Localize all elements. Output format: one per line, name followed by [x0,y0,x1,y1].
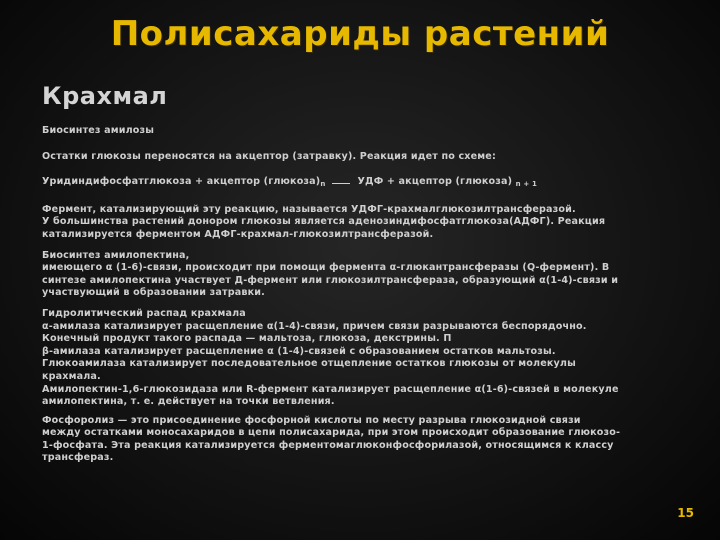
section-heading-amylose: Биосинтез амилозы [42,125,155,136]
paragraph-line: Фермент, катализирующий эту реакцию, называется УДФГ-крахмалглюкозилтрансферазой. [42,203,576,215]
paragraph-line: крахмала. [42,370,101,382]
reaction-arrow [332,183,350,184]
paragraph-line: синтезе амилопектина участвует Д-фермент или глюкозилтрансфераза, образующий α(1-4)-связи и [42,274,619,286]
scheme-intro: Остатки глюкозы переносятся на акцептор (затравку). Реакция идет по схеме: [42,150,496,162]
slide-title: Полисахариды растений [110,14,610,54]
paragraph-enzyme [42,204,682,242]
paragraph-line: Гидролитический распад крахмала [42,307,246,319]
paragraph-phosphorolysis [42,415,682,465]
paragraph-line: β-амилаза катализирует расщепление α (1-4)-связей с образованием остатков мальтозы. [42,345,556,357]
paragraph-line: Конечный продукт такого распада — мальтоза, глюкоза, декстрины. П [42,333,452,345]
paragraph-hydrolysis [42,308,682,409]
paragraph-line: У большинства растений донором глюкозы является аденозиндифосфатглюкоза(АДФГ). Реакция [42,216,606,228]
scheme-right: УДФ + акцептор (глюкоза) [357,176,513,188]
paragraph-line: участвующий в образовании затравки. [42,287,265,299]
paragraph-line: α-амилаза катализирует расщепление α(1-4)-связи, причем связи разрываются беспорядочно. [42,320,587,332]
scheme-left-subscript: n [320,180,326,189]
slide-body [42,125,682,465]
page-number: 15 [677,506,694,520]
paragraph-line: катализируется ферментом АДФГ-крахмал-глюкозилтрансферазой. [42,228,434,240]
paragraph-line: Глюкоамилаза катализирует последовательное отщепление остатков глюкозы от молекулы [42,358,576,370]
scheme-left: Уридиндифосфатглюкоза + акцептор (глюкоза) [42,176,321,188]
paragraph-line: между остатками моносахаридов в цепи полисахарида, при этом происходит образование глюкозо- [42,427,621,439]
slide-subtitle: Крахмал [42,82,168,110]
paragraph-line: амилопектина, т. е. действует на точки ветвления. [42,396,335,408]
paragraph-line: 1-фосфата. Эта реакция катализируется ферментомаглюконфосфорилазой, относящимся к классу [42,439,614,451]
paragraph-line: Фосфоролиз — это присоединение фосфорной кислоты по месту разрыва глюкозидной связи [42,414,581,426]
paragraph-line: трансфераз. [42,452,114,464]
paragraph-line: Амилопектин-1,6-глюкозидаза или R-фермент катализирует расщепление α(1-6)-связей в молекуле [42,383,619,395]
paragraph-line: Биосинтез амилопектина, [42,249,190,261]
paragraph-amylopectin [42,250,682,300]
reaction-scheme [42,176,682,191]
paragraph-line: имеющего α (1-6)-связи, происходит при помощи фермента α-глюкантрансферазы (Q-фермент). В [42,262,610,274]
scheme-right-subscript: n + 1 [515,180,537,189]
